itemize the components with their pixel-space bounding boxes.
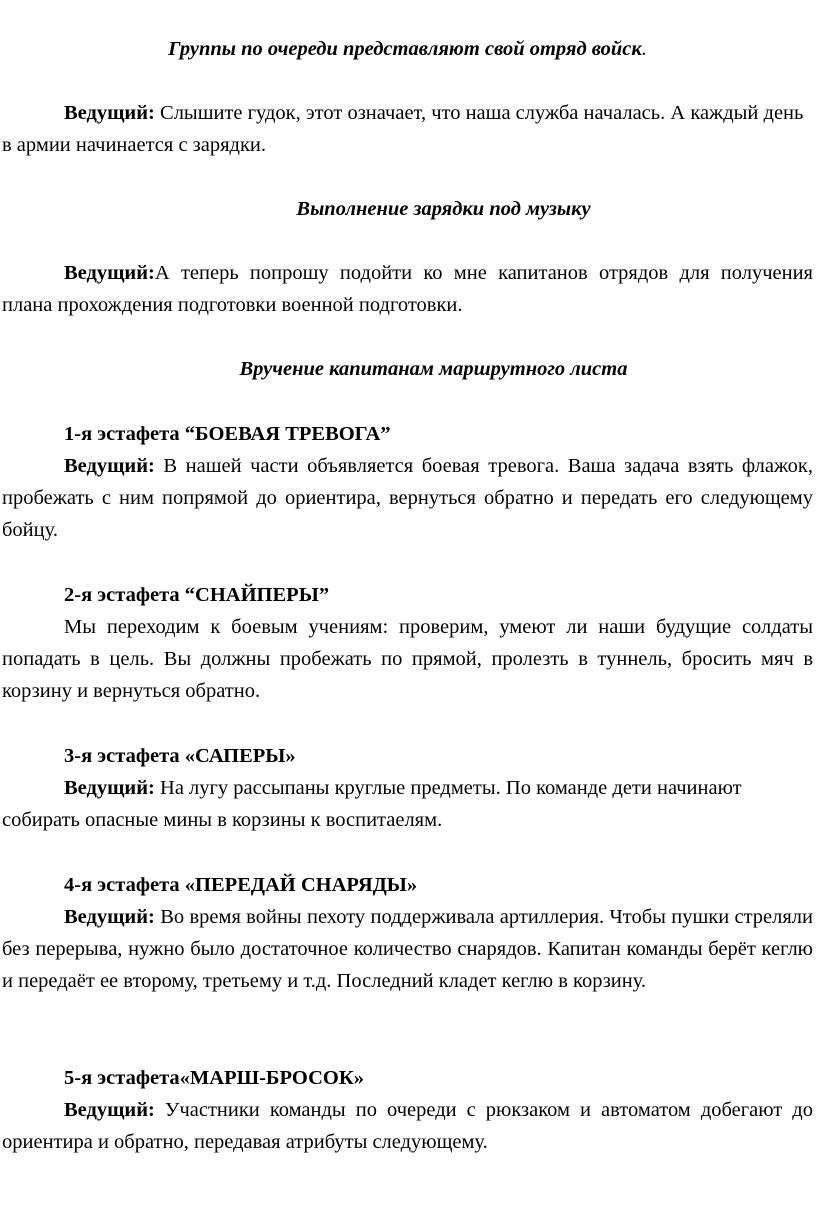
relay-1-title: 1-я эстафета “БОЕВАЯ ТРЕВОГА” (64, 423, 391, 445)
intro-heading-period: . (641, 38, 647, 60)
heading-route-sheet: Вручение капитанам маршрутного листа (239, 358, 628, 380)
paragraph-text: Слышите гудок, этот означает, что наша служба началась. А каждый день в армии начинается с зарядки. (2, 102, 804, 156)
relay-3-title: 3-я эстафета «САПЕРЫ» (64, 745, 296, 767)
speaker-label: Ведущий: (64, 906, 155, 928)
speaker-label: Ведущий: (64, 262, 155, 284)
intro-heading-text: Группы по очереди представляют свой отряд войск (168, 38, 642, 60)
relay-text: Во время войны пехоту поддерживала артиллерия. Чтобы пушки стреляли без перерыва, нужно было достаточное количество снарядов. Капитан команды берёт кеглю и передаёт ее второму, третьему и т.д. Последний кладет кеглю в корзину. (2, 906, 813, 992)
speaker-label: Ведущий: (64, 455, 155, 477)
speaker-label: Ведущий: (64, 102, 155, 124)
speaker-label: Ведущий: (64, 777, 155, 799)
relay-text: Участники команды по очереди с рюкзаком и автоматом добегают до ориентира и обратно, передавая атрибуты следующему. (2, 1099, 813, 1153)
heading-exercise: Выполнение зарядки под музыку (296, 198, 591, 220)
relay-4-title: 4-я эстафета «ПЕРЕДАЙ СНАРЯДЫ» (64, 874, 418, 896)
paragraph-text: А теперь попрошу подойти ко мне капитанов отрядов для получения плана прохождения подготовки военной подготовки. (2, 262, 813, 316)
relay-4-description (2, 901, 813, 997)
relay-2-title: 2-я эстафета “СНАЙПЕРЫ” (64, 584, 330, 606)
relay-2-description (2, 611, 813, 707)
paragraph-signal (2, 97, 807, 161)
relay-1-description (2, 450, 813, 546)
relay-text: Мы переходим к боевым учениям: проверим, умеют ли наши будущие солдаты попадать в цель. Вы должны пробежать по прямой, пролезть в туннель, бросить мяч в корзину и вернуться обратно. (2, 616, 813, 702)
speaker-label: Ведущий: (64, 1099, 155, 1121)
relay-5-description (2, 1094, 813, 1158)
intro-heading (2, 33, 813, 65)
relay-5-title: 5-я эстафета«МАРШ-БРОСОК» (64, 1067, 364, 1089)
relay-text: На лугу рассыпаны круглые предметы. По команде дети начинают собирать опасные мины в корзины к воспитаелям. (2, 777, 742, 831)
paragraph-captains (2, 257, 813, 321)
relay-text: В нашей части объявляется боевая тревога. Ваша задача взять флажок, пробежать с ним попрямой до ориентира, вернуться обратно и передать его следующему бойцу. (2, 455, 813, 541)
relay-3-description (2, 772, 772, 836)
